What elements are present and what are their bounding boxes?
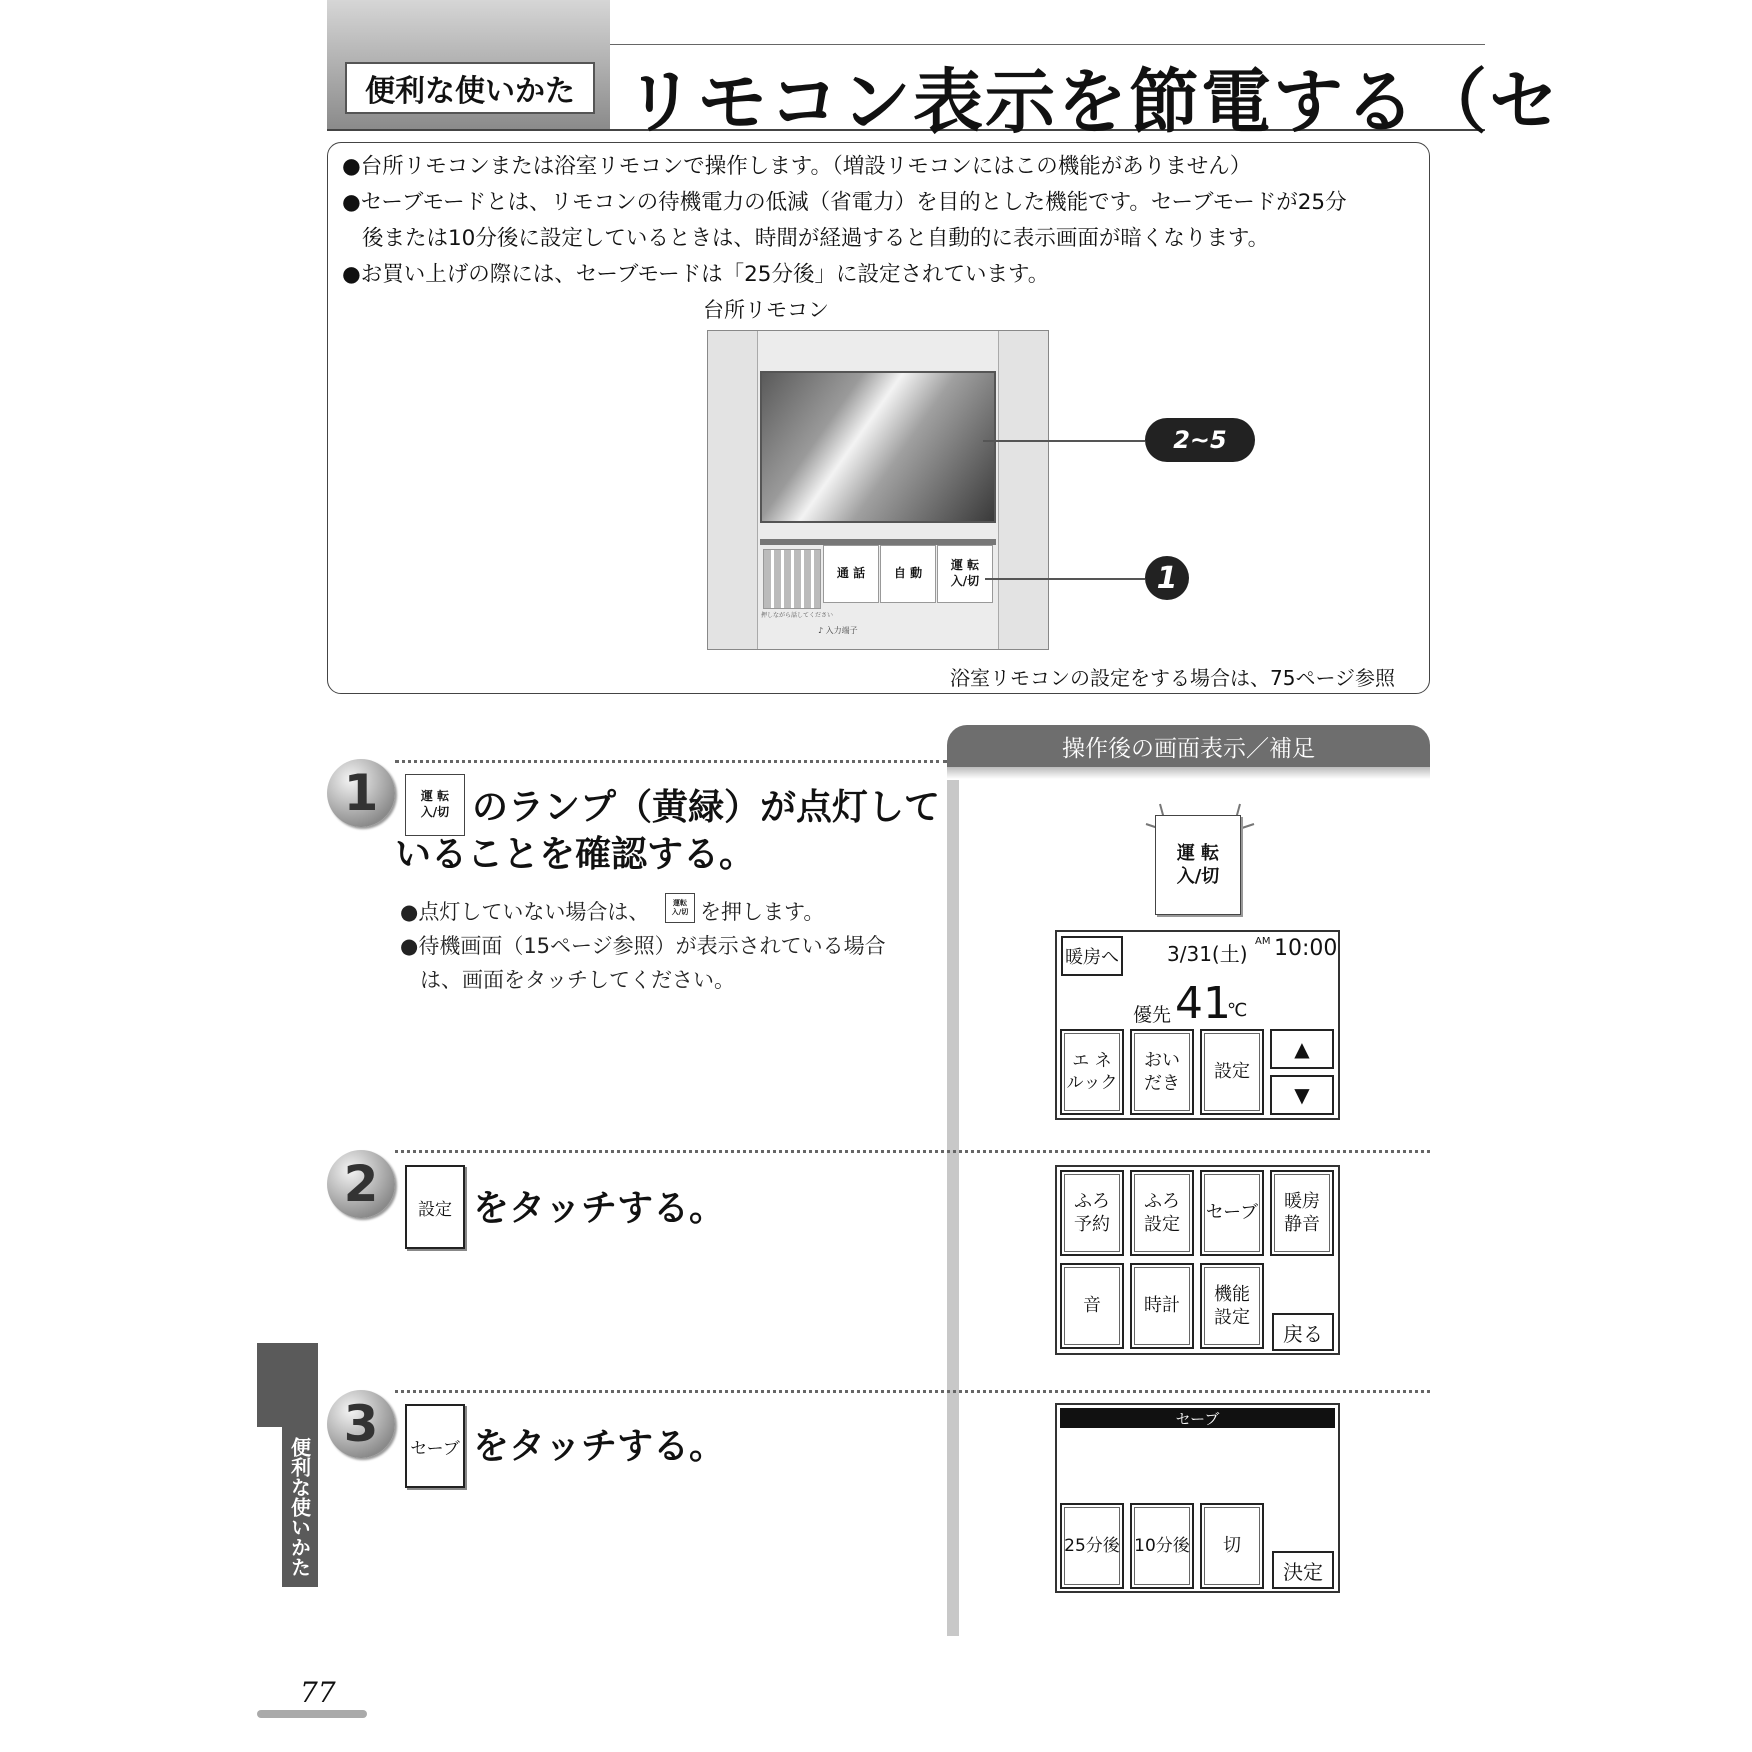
callout-1: 1 bbox=[1145, 556, 1189, 600]
step-divider bbox=[395, 1390, 1430, 1393]
reheat-button[interactable]: おい だき bbox=[1130, 1029, 1194, 1115]
standby-screen bbox=[1055, 930, 1340, 1120]
heating-quiet-button[interactable]: 暖房 静音 bbox=[1270, 1170, 1334, 1256]
step-title: をタッチする。 bbox=[473, 1188, 726, 1229]
sound-button[interactable]: 音 bbox=[1060, 1263, 1124, 1349]
clock-button[interactable]: 時計 bbox=[1130, 1263, 1194, 1349]
settings-button[interactable]: 設定 bbox=[1200, 1029, 1264, 1115]
function-settings-button[interactable]: 機能 設定 bbox=[1200, 1263, 1264, 1349]
bullet-text: を押します。 bbox=[700, 900, 825, 924]
intro-line-1: ●台所リモコンまたは浴室リモコンで操作します。（増設リモコンにはこの機能がありません） bbox=[342, 154, 1252, 179]
bath-remote-remark: 浴室リモコンの設定をする場合は、75ページ参照 bbox=[950, 666, 1396, 690]
figure-caption: 台所リモコン bbox=[703, 298, 829, 322]
eneluck-button[interactable]: エ ネ ルック bbox=[1060, 1029, 1124, 1115]
time-display: 10:00 bbox=[1274, 936, 1338, 961]
remote-screen bbox=[760, 371, 996, 523]
step-title: のランプ（黄緑）が点灯して bbox=[472, 787, 941, 828]
intro-line-4: ●お買い上げの際には、セーブモードは「25分後」に設定されています。 bbox=[342, 262, 1050, 287]
heating-button[interactable]: 暖房へ bbox=[1061, 936, 1123, 976]
option-25min[interactable]: 25分後 bbox=[1060, 1503, 1124, 1589]
intro-line-3: 後または10分後に設定しているときは、時間が経過すると自動的に表示画面が暗くなります。 bbox=[362, 226, 1270, 251]
bath-reservation-button[interactable]: ふろ 予約 bbox=[1060, 1170, 1124, 1256]
step-divider bbox=[395, 1150, 1430, 1153]
back-button[interactable]: 戻る bbox=[1272, 1313, 1334, 1351]
side-tab-block bbox=[257, 1343, 318, 1427]
power-button-lit: 運 転 入/切 bbox=[1155, 815, 1241, 915]
save-button-icon: セーブ bbox=[405, 1404, 465, 1488]
step-number: 2 bbox=[327, 1150, 395, 1218]
power-button: 運 転 入/切 bbox=[937, 545, 993, 603]
down-arrow-icon[interactable]: ▼ bbox=[1270, 1075, 1334, 1115]
speaker-grille bbox=[763, 549, 821, 609]
column-divider bbox=[947, 780, 959, 1636]
talk-button: 通 話 bbox=[823, 545, 879, 603]
auto-button: 自 動 bbox=[880, 545, 936, 603]
page-number-bar bbox=[257, 1710, 367, 1718]
step-number: 1 bbox=[327, 759, 395, 827]
settings-button-icon: 設定 bbox=[405, 1165, 465, 1249]
side-tab-label: 便利な使いかた bbox=[282, 1427, 318, 1587]
step-title-cont: いることを確認する。 bbox=[395, 834, 756, 875]
bullet-text: は、画面をタッチしてください。 bbox=[420, 968, 735, 992]
section-label: 便利な使いかた bbox=[345, 62, 595, 114]
ampm-display: AM bbox=[1255, 936, 1271, 947]
bullet-text: ●点灯していない場合は、 bbox=[400, 900, 650, 924]
confirm-button[interactable]: 決定 bbox=[1272, 1551, 1334, 1589]
input-jack-label: ♪ 入力端子 bbox=[818, 626, 858, 635]
save-button[interactable]: セーブ bbox=[1200, 1170, 1264, 1256]
settings-menu-screen bbox=[1055, 1165, 1340, 1355]
callout-2-5: 2~5 bbox=[1145, 418, 1255, 462]
bath-settings-button[interactable]: ふろ 設定 bbox=[1130, 1170, 1194, 1256]
page-title: リモコン表示を節電する（セ bbox=[625, 61, 1561, 143]
step-title: をタッチする。 bbox=[473, 1426, 726, 1467]
page-number: 77 bbox=[300, 1676, 336, 1709]
bullet-text: ●待機画面（15ページ参照）が表示されている場合 bbox=[400, 934, 886, 958]
option-off[interactable]: 切 bbox=[1200, 1503, 1264, 1589]
save-screen-title: セーブ bbox=[1060, 1408, 1335, 1428]
kitchen-remote-illustration bbox=[707, 330, 1049, 650]
option-10min[interactable]: 10分後 bbox=[1130, 1503, 1194, 1589]
power-button-icon: 運 転 入/切 bbox=[405, 774, 465, 836]
temperature-unit: ℃ bbox=[1227, 1000, 1248, 1021]
temperature-value: 41 bbox=[1175, 978, 1231, 1029]
header-rule-top bbox=[610, 44, 1485, 45]
power-button-icon: 運転 入/切 bbox=[665, 893, 695, 923]
up-arrow-icon[interactable]: ▲ bbox=[1270, 1029, 1334, 1069]
priority-label: 優先 bbox=[1133, 1004, 1172, 1026]
step-number: 3 bbox=[327, 1390, 395, 1458]
step-divider bbox=[395, 760, 947, 763]
supplement-header: 操作後の画面表示／補足 bbox=[947, 725, 1430, 767]
save-mode-screen bbox=[1055, 1403, 1340, 1593]
date-display: 3/31(土) bbox=[1167, 942, 1248, 966]
callout-line-screen bbox=[983, 440, 1145, 442]
grille-text: 押しながら話してください bbox=[761, 612, 834, 619]
callout-line-button bbox=[985, 578, 1145, 580]
intro-line-2: ●セーブモードとは、リモコンの待機電力の低減（省電力）を目的とした機能です。セーブモードが25分 bbox=[342, 190, 1347, 215]
